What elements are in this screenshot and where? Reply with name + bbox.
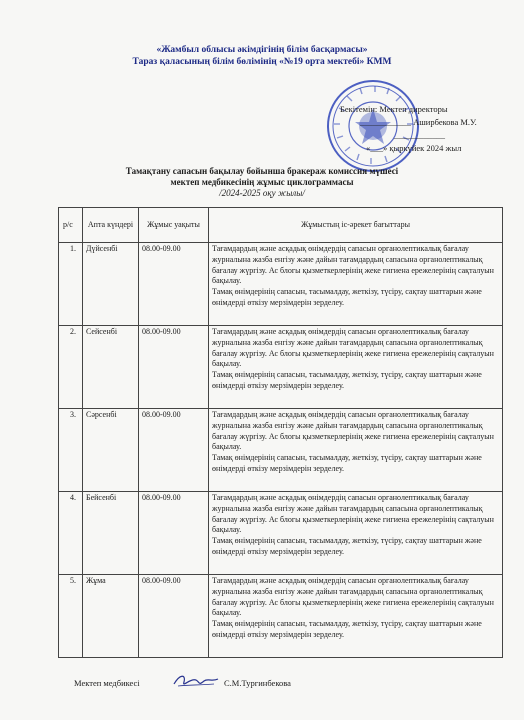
org-line-1: «Жамбыл облысы әкімдігінің білім басқармасы» [156, 45, 368, 55]
row-num: 3. [59, 409, 83, 492]
table-row [59, 409, 503, 492]
org-line-2: Тараз қаласының білім бөлімінің «№19 орта мектебі» КММ [132, 57, 392, 67]
footer-name: С.М.Тургинбекова [224, 678, 291, 688]
header-num: р/с [59, 208, 83, 243]
activity-text: Тамақ өнімдерінің сапасын, тасымалдау, жеткізу, түсіру, сақтау шаттарын және өнімдерді өткізу мерзімдерін зерделеу. [212, 287, 482, 307]
approval-line-2: ____________ Аширбекова М.У. [360, 117, 477, 127]
footer-role: Мектеп медбикесі [74, 678, 140, 688]
activity-text: Тағамдардың және асқадық өнімдердің сапасын органолептикалық бағалау журналына жазба енгізу және дайын тағамдардың сапасына органолептикалық бағалау жүргізу. Ас блогы қызметкерлерінің жеке гигиена ережелерінің сақталуын бақылау. [212, 576, 494, 618]
row-activity [209, 575, 503, 658]
approval-block [340, 103, 520, 155]
doc-title-year: /2024-2025 оқу жылы/ [219, 188, 305, 198]
activity-text: Тағамдардың және асқадық өнімдердің сапасын органолептикалық бағалау журналына жазба енгізу және дайын тағамдардың сапасына органолептикалық бағалау жүргізу. Ас блогы қызметкерлерінің жеке гигиена ережелерінің сақталуын бақылау. [212, 410, 494, 452]
row-time: 08.00-09.00 [139, 326, 209, 409]
row-day: Бейсенбі [83, 492, 139, 575]
approval-date: «___» қыркүйек 2024 жыл [366, 143, 462, 153]
doc-title-line-1: Тамақтану сапасын бақылау бойынша бракераж комиссия мүшесі [125, 166, 399, 176]
activity-text: Тамақ өнімдерінің сапасын, тасымалдау, жеткізу, түсіру, сақтау шаттарын және өнімдерді өткізу мерзімдерін зерделеу. [212, 370, 482, 390]
table-row [59, 575, 503, 658]
header-activity: Жұмыстың іс-әрекет бағыттары [209, 208, 503, 243]
row-num: 5. [59, 575, 83, 658]
schedule-table [58, 207, 503, 658]
signature-icon [170, 670, 222, 692]
activity-text: Тағамдардың және асқадық өнімдердің сапасын органолептикалық бағалау журналына жазба енгізу және дайын тағамдардың сапасына органолептикалық бағалау жүргізу. Ас блогы қызметкерлерінің жеке гигиена ережелерінің сақталуын бақылау. [212, 327, 494, 369]
doc-title-line-2: мектеп медбикесінің жұмыс циклограммасы [170, 177, 354, 187]
footer-signature-line [74, 678, 291, 688]
row-day: Сейсенбі [83, 326, 139, 409]
table-row [59, 243, 503, 326]
activity-text: Тағамдардың және асқадық өнімдердің сапасын органолептикалық бағалау журналына жазба енгізу және дайын тағамдардың сапасына органолептикалық бағалау жүргізу. Ас блогы қызметкерлерінің жеке гигиена ережелерінің сақталуын бақылау. [212, 244, 494, 286]
row-day: Сәрсенбі [83, 409, 139, 492]
activity-text: Тағамдардың және асқадық өнімдердің сапасын органолептикалық бағалау журналына жазба енгізу және дайын тағамдардың сапасына органолептикалық бағалау жүргізу. Ас блогы қызметкерлерінің жеке гигиена ережелерінің сақталуын бақылау. [212, 493, 494, 535]
row-num: 1. [59, 243, 83, 326]
row-activity [209, 409, 503, 492]
header-day: Апта күндері [83, 208, 139, 243]
row-num: 2. [59, 326, 83, 409]
activity-text: Тамақ өнімдерінің сапасын, тасымалдау, жеткізу, түсіру, сақтау шаттарын және өнімдерді өткізу мерзімдерін зерделеу. [212, 453, 482, 473]
row-num: 4. [59, 492, 83, 575]
row-time: 08.00-09.00 [139, 409, 209, 492]
activity-text: Тамақ өнімдерінің сапасын, тасымалдау, жеткізу, түсіру, сақтау шаттарын және өнімдерді өткізу мерзімдерін зерделеу. [212, 536, 482, 556]
row-time: 08.00-09.00 [139, 575, 209, 658]
row-activity [209, 326, 503, 409]
activity-text: Тамақ өнімдерінің сапасын, тасымалдау, жеткізу, түсіру, сақтау шаттарын және өнімдерді өткізу мерзімдерін зерделеу. [212, 619, 482, 639]
row-time: 08.00-09.00 [139, 243, 209, 326]
row-activity [209, 492, 503, 575]
row-activity [209, 243, 503, 326]
row-day: Дүйсенбі [83, 243, 139, 326]
header-time: Жұмыс уақыты [139, 208, 209, 243]
approval-line-1: Бекітемін: Мектеп директоры [340, 104, 448, 114]
row-day: Жұма [83, 575, 139, 658]
table-header-row [59, 208, 503, 243]
table-row [59, 492, 503, 575]
table-row [59, 326, 503, 409]
row-time: 08.00-09.00 [139, 492, 209, 575]
approval-line-3: ____________ [394, 130, 445, 140]
